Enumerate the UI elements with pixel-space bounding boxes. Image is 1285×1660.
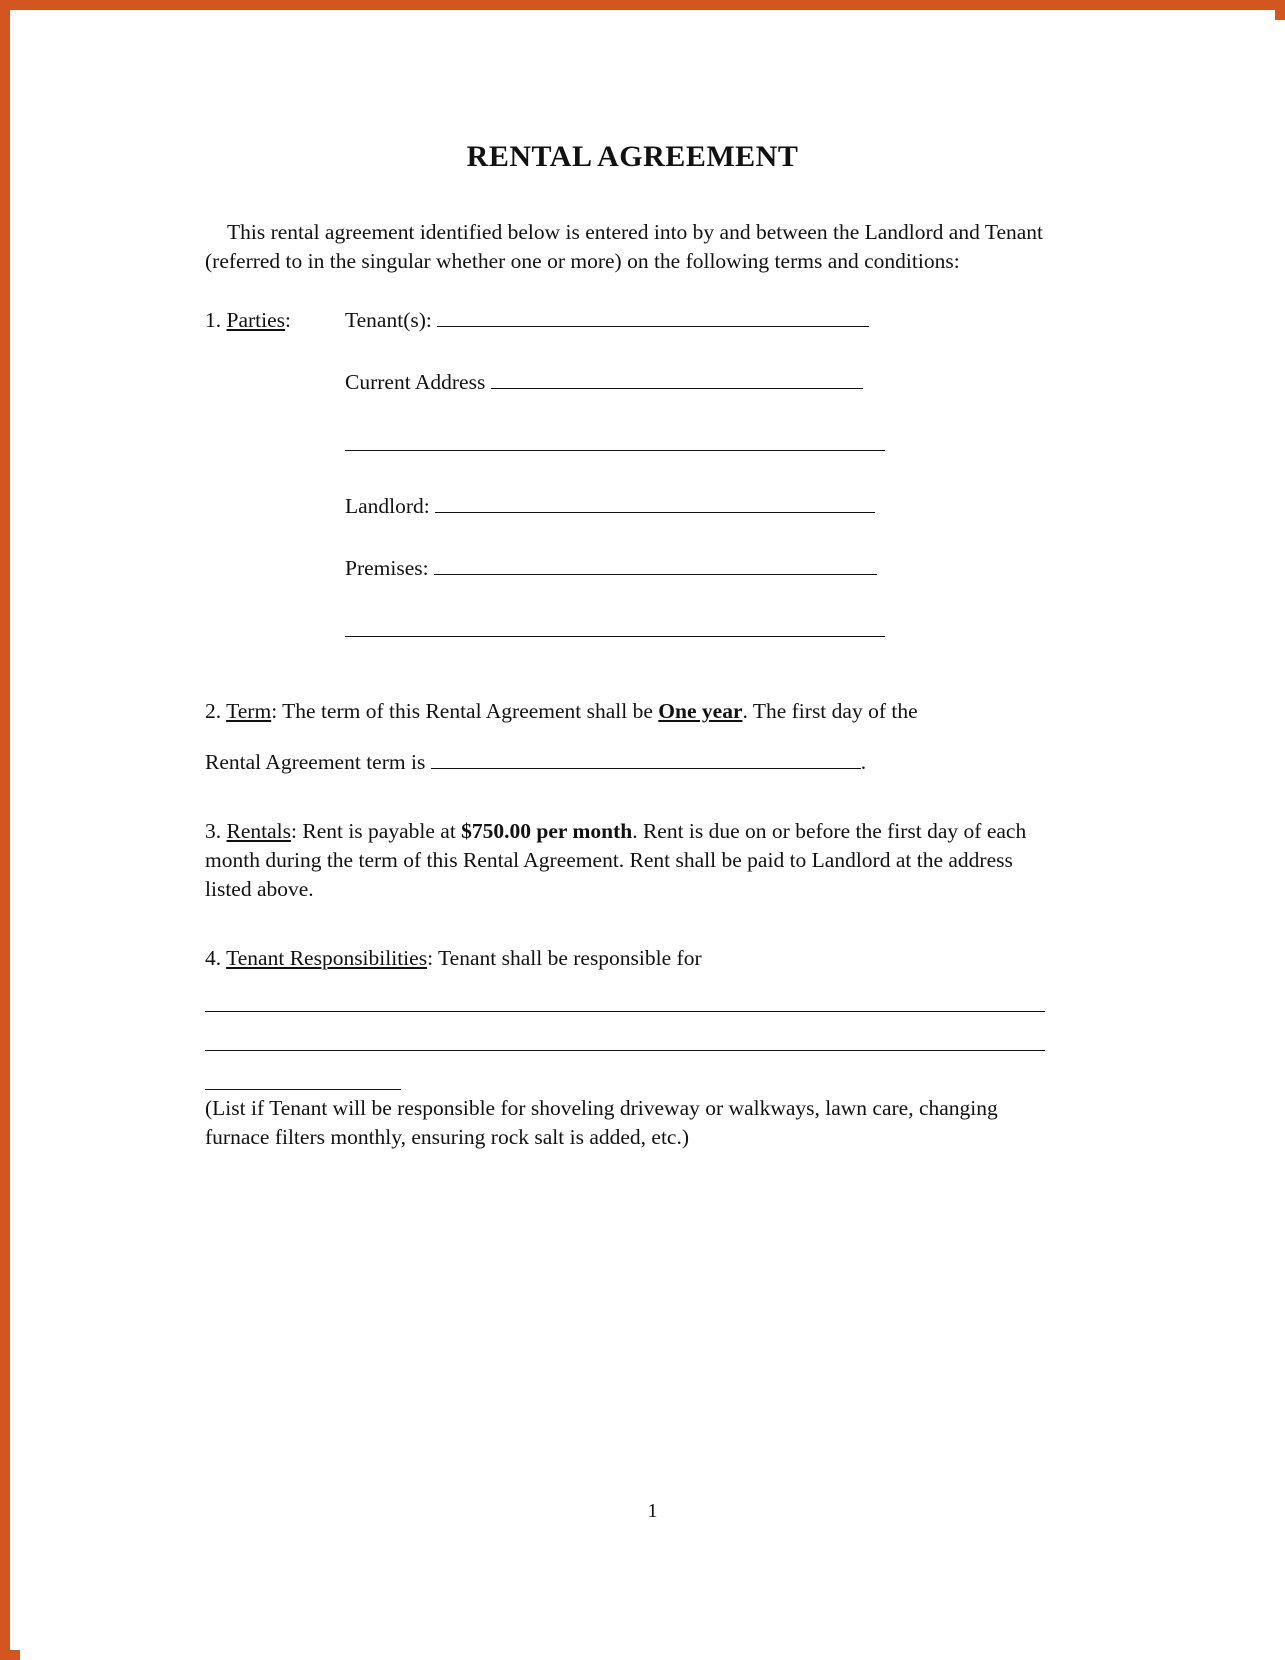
spacer-after-parties: [205, 645, 1060, 697]
section-parties-label: [205, 306, 345, 335]
responsibilities-line-2[interactable]: [205, 1050, 1045, 1051]
section-rentals-number: 3.: [205, 819, 222, 843]
section-parties-number: 1.: [205, 308, 222, 332]
section-rentals-text-before: : Rent is payable at: [291, 819, 462, 843]
field-current-address-input[interactable]: [491, 369, 863, 389]
document-body: [205, 140, 1060, 1152]
page-title: RENTAL AGREEMENT: [466, 140, 799, 173]
field-term-start-date-input[interactable]: [431, 749, 861, 769]
field-premises-line2-input[interactable]: [345, 617, 885, 637]
section-term: [205, 697, 1060, 726]
spacer-term-lines: [205, 726, 1060, 748]
field-tenants-label: Tenant(s):: [345, 308, 438, 332]
responsibilities-line-3[interactable]: [205, 1089, 401, 1090]
section-rentals-heading: Rentals: [226, 819, 291, 843]
section-tenant-responsibilities-heading: Tenant Responsibilities: [226, 946, 428, 970]
section-parties-colon: :: [285, 308, 292, 332]
section-rentals: [205, 817, 1060, 904]
field-landlord-label: Landlord:: [345, 494, 436, 518]
section-term-text-after: . The first day of the: [742, 699, 918, 723]
spacer-after-term: [205, 777, 1060, 817]
field-premises-input[interactable]: [434, 555, 877, 575]
section-term-line2-after: .: [860, 750, 867, 774]
section-term-heading: Term: [226, 699, 272, 723]
responsibilities-note: (List if Tenant will be responsible for shoveling driveway or walkways, lawn care, changing furnace filters monthly, ensuring rock salt is added, etc.): [205, 1096, 998, 1149]
field-tenants: [345, 306, 1060, 335]
field-current-address-line2-input[interactable]: [345, 431, 885, 451]
section-tenant-responsibilities-number: 4.: [205, 946, 222, 970]
section-term-value: One year: [658, 699, 743, 723]
page-number: 1: [647, 1500, 658, 1522]
section-parties-heading: Parties: [226, 308, 286, 332]
field-landlord-input[interactable]: [435, 493, 875, 513]
field-current-address-label: Current Address: [345, 370, 491, 394]
parties-fields: [345, 306, 1060, 645]
field-current-address: [345, 368, 1060, 397]
spacer-after-rentals: [205, 904, 1060, 944]
field-landlord: [345, 492, 1060, 521]
responsibilities-line-1[interactable]: [205, 1011, 1045, 1012]
intro-paragraph: This rental agreement identified below is entered into by and between the Landlord and Tenant (referred to in the singular whether one or more) on the following terms and conditions:: [205, 220, 1044, 273]
field-premises-line2: [345, 616, 1060, 645]
field-premises-label: Premises:: [345, 556, 434, 580]
section-term-line2: [205, 748, 1060, 777]
section-rentals-text-after: . Rent is due on or before the first day of each month during the term of this Rental Agreement. Rent shall be paid to Landlord at the address listed above.: [205, 819, 1027, 901]
section-term-line2-before: Rental Agreement term is: [205, 750, 431, 774]
section-tenant-responsibilities: [205, 944, 1060, 973]
field-premises: [345, 554, 1060, 583]
field-current-address-line2: [345, 430, 1060, 459]
section-term-number: 2.: [205, 699, 222, 723]
section-parties: [205, 306, 1060, 645]
section-tenant-responsibilities-text: : Tenant shall be responsible for: [427, 946, 702, 970]
field-tenants-input[interactable]: [437, 307, 869, 327]
document-page: [20, 20, 1285, 1660]
section-rentals-amount: $750.00 per month: [461, 819, 633, 843]
section-term-text-before: : The term of this Rental Agreement shall be: [271, 699, 659, 723]
